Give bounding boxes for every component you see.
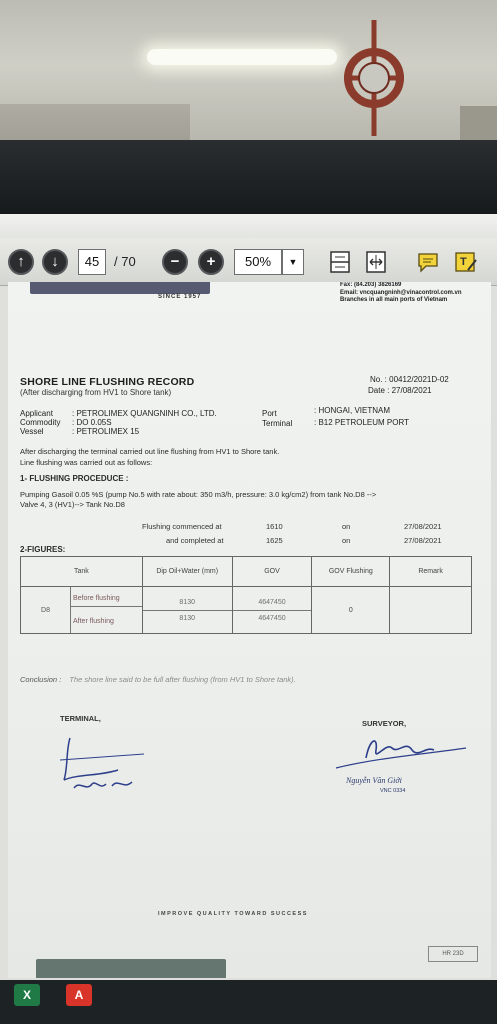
dip-after: 8130 xyxy=(179,614,195,622)
figures-table xyxy=(20,556,472,634)
record-date: Date : 27/08/2021 xyxy=(368,386,432,395)
intro-line-2: Line flushing was carried out as follows: xyxy=(20,458,153,467)
port-value: : HONGAI, VIETNAM xyxy=(314,406,391,415)
tank-cell xyxy=(21,587,143,634)
record-title: SHORE LINE FLUSHING RECORD xyxy=(20,376,195,388)
commenced-on: on xyxy=(342,522,351,531)
commodity-value: : DO 0.05S xyxy=(72,418,112,427)
ceiling-light xyxy=(147,49,337,65)
fax-line: Fax: (84.203) 3826169 xyxy=(340,282,402,288)
record-subtitle: (After discharging from HV1 to Shore tank) xyxy=(20,388,172,397)
surveyor-signature-label: SURVEYOR, xyxy=(362,719,407,728)
total-pages-label: / 70 xyxy=(114,254,136,269)
after-flushing-label: After flushing xyxy=(73,618,114,626)
previous-page-button[interactable]: ↑ xyxy=(8,249,34,275)
wall-shelf xyxy=(0,104,190,144)
header-gov-flushing: GOV Flushing xyxy=(312,557,390,587)
section-flushing-procedure: 1- FLUSHING PROCEDUCE : xyxy=(20,474,129,483)
pdf-toolbar xyxy=(0,238,497,286)
comment-icon[interactable] xyxy=(416,250,440,274)
surveyor-code: VNC 0334 xyxy=(380,788,406,794)
terminal-signature-label: TERMINAL, xyxy=(60,714,101,723)
zoom-out-button[interactable]: − xyxy=(162,249,188,275)
form-code: HR 23D xyxy=(428,946,478,962)
document-page xyxy=(8,282,491,978)
footer-logo xyxy=(36,959,226,978)
conclusion-text: The shore line said to be full after flushing (from HV1 to Shore tank). xyxy=(69,675,296,684)
ship-wheel-decoration xyxy=(340,20,408,136)
table-row xyxy=(21,587,472,634)
dip-before: 8130 xyxy=(143,595,232,611)
gov-before: 4647450 xyxy=(233,595,312,611)
company-motto: IMPROVE QUALITY TOWARD SUCCESS xyxy=(158,911,308,917)
vinacontrol-logo xyxy=(30,282,210,294)
procedure-line-2: Valve 4, 3 (HV1)--> Tank No.D8 xyxy=(20,500,125,509)
applicant-label: Applicant xyxy=(20,409,53,418)
completed-date: 27/08/2021 xyxy=(404,536,442,545)
tank-id: D8 xyxy=(21,587,71,633)
svg-text:T: T xyxy=(460,256,467,268)
zoom-dropdown-button[interactable]: ▼ xyxy=(282,249,304,275)
header-gov: GOV xyxy=(232,557,312,587)
viewer-title-strip xyxy=(0,214,497,238)
monitor-bezel xyxy=(0,140,497,220)
wall-frame xyxy=(460,106,497,144)
fit-width-icon[interactable] xyxy=(364,250,388,274)
vessel-label: Vessel xyxy=(20,427,44,436)
record-number: No. : 00412/2021D-02 xyxy=(370,375,449,384)
page-number-input[interactable]: 45 xyxy=(78,249,106,275)
conclusion-line xyxy=(20,675,296,684)
excel-icon[interactable]: X xyxy=(14,984,40,1006)
figures-header-row xyxy=(21,557,472,587)
terminal-signature xyxy=(48,730,158,800)
before-flushing-label: Before flushing xyxy=(71,591,142,607)
header-remark: Remark xyxy=(390,557,472,587)
branches-line: Branches in all main ports of Vietnam xyxy=(340,297,448,303)
terminal-value: : B12 PETROLEUM PORT xyxy=(314,418,409,427)
section-figures: 2-FIGURES: xyxy=(20,545,66,554)
commenced-date: 27/08/2021 xyxy=(404,522,442,531)
commodity-label: Commodity xyxy=(20,418,61,427)
pdf-reader-icon[interactable]: A xyxy=(66,984,92,1006)
conclusion-label: Conclusion : xyxy=(20,675,62,684)
next-page-button[interactable]: ↓ xyxy=(42,249,68,275)
room-background xyxy=(0,0,497,145)
applicant-value: : PETROLIMEX QUANGNINH CO., LTD. xyxy=(72,409,217,418)
completed-label: and completed at xyxy=(166,536,224,545)
commenced-label: Flushing commenced at xyxy=(142,522,222,531)
terminal-label: Terminal xyxy=(262,419,293,428)
commenced-time: 1610 xyxy=(266,522,283,531)
since-label: SINCE 1957 xyxy=(158,294,202,300)
completed-time: 1625 xyxy=(266,536,283,545)
port-label: Port xyxy=(262,409,277,418)
gov-after: 4647450 xyxy=(258,614,286,622)
header-dip: Dip Oil+Water (mm) xyxy=(142,557,232,587)
zoom-level-select[interactable]: 50% xyxy=(234,249,282,275)
vessel-value: : PETROLIMEX 15 xyxy=(72,427,140,436)
intro-line-1: After discharging the terminal carried out line flushing from HV1 to Shore tank. xyxy=(20,447,280,456)
typewriter-icon[interactable] xyxy=(454,250,478,274)
email-line: Email: vncquangninh@vinacontrol.com.vn xyxy=(340,289,462,296)
completed-on: on xyxy=(342,536,351,545)
gov-flushing-value: 0 xyxy=(312,587,390,634)
surveyor-signature xyxy=(326,728,476,778)
fit-page-icon[interactable] xyxy=(328,250,352,274)
gov-cell xyxy=(232,587,312,634)
dip-cell xyxy=(142,587,232,634)
surveyor-name: Nguyễn Văn Giới xyxy=(346,776,402,785)
remark-value xyxy=(390,587,472,634)
header-tank: Tank xyxy=(21,557,143,587)
letterhead-contact xyxy=(340,282,462,305)
procedure-line-1: Pumping Gasoil 0.05 %S (pump No.5 with rate about: 350 m3/h, pressure: 3.0 kg/cm2) from tank No.D8 --> xyxy=(20,490,377,499)
zoom-in-button[interactable]: + xyxy=(198,249,224,275)
